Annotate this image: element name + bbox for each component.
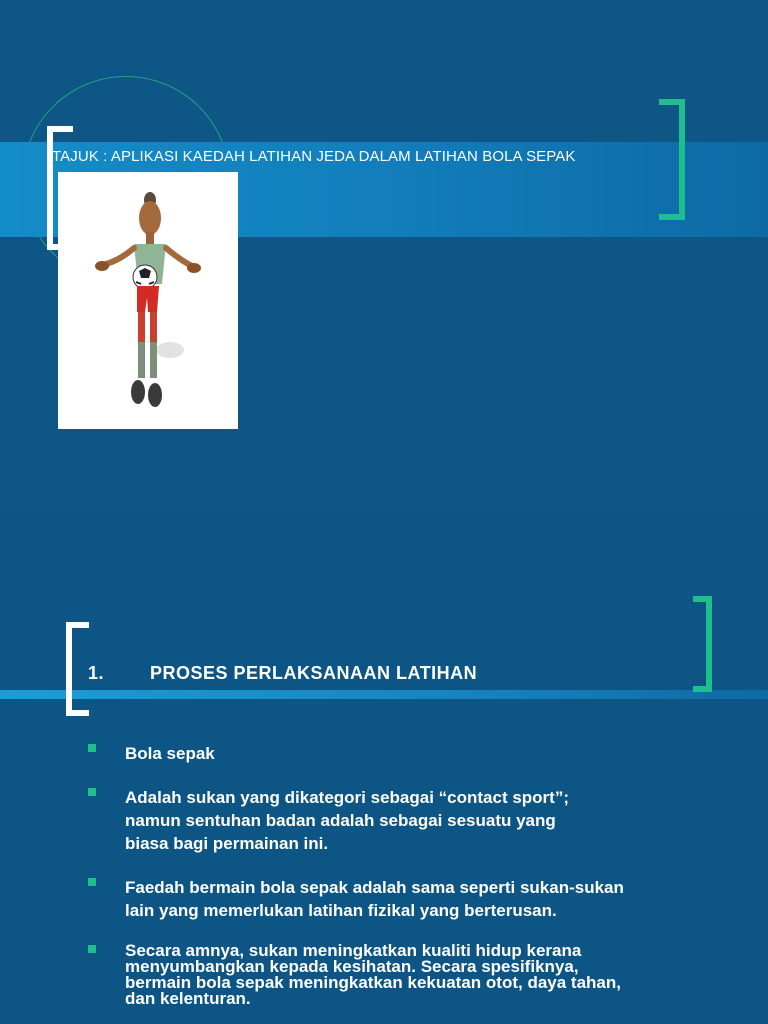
bullet-text: dan kelenturan. — [125, 989, 251, 1008]
list-item — [88, 742, 758, 765]
bullet-list — [88, 742, 758, 1024]
section-number: 1. — [88, 663, 105, 683]
section-heading-text: PROSES PERLAKSANAAN LATIHAN — [150, 663, 478, 683]
section-heading — [88, 663, 477, 684]
bullet-square-icon — [88, 788, 96, 796]
list-item — [88, 786, 758, 855]
bullet-text: Adalah sukan yang dikategori sebagai “contact sport”; — [125, 788, 569, 807]
bullet-text: bermain bola sepak meningkatkan kekuatan otot, daya tahan, — [125, 973, 621, 992]
bullet-square-icon — [88, 744, 96, 752]
list-item — [88, 876, 758, 922]
right-bracket-green — [693, 596, 712, 692]
slide-content — [0, 512, 768, 1024]
bullet-text: biasa bagi permainan ini. — [125, 834, 329, 853]
heading-band — [0, 690, 768, 699]
bullet-square-icon — [88, 878, 96, 886]
bullet-text: Secara amnya, sukan meningkatkan kualiti hidup kerana — [125, 941, 582, 960]
list-item — [88, 943, 758, 1007]
bullet-text: namun sentuhan badan adalah sebagai sesuatu yang — [125, 811, 556, 830]
footballer-illustration — [58, 172, 238, 429]
left-bracket-white — [66, 622, 89, 716]
slide-title-text: TAJUK : APLIKASI KAEDAH LATIHAN JEDA DALAM LATIHAN BOLA SEPAK — [52, 148, 576, 165]
bullet-text: lain yang memerlukan latihan fizikal yang berterusan. — [125, 901, 557, 920]
bullet-square-icon — [88, 945, 96, 953]
bullet-text: menyumbangkan kepada kesihatan. Secara spesifiknya, — [125, 957, 579, 976]
footballer-image — [58, 172, 238, 429]
bullet-text: Bola sepak — [125, 744, 215, 763]
bullet-text: Faedah bermain bola sepak adalah sama seperti sukan-sukan — [125, 878, 624, 897]
